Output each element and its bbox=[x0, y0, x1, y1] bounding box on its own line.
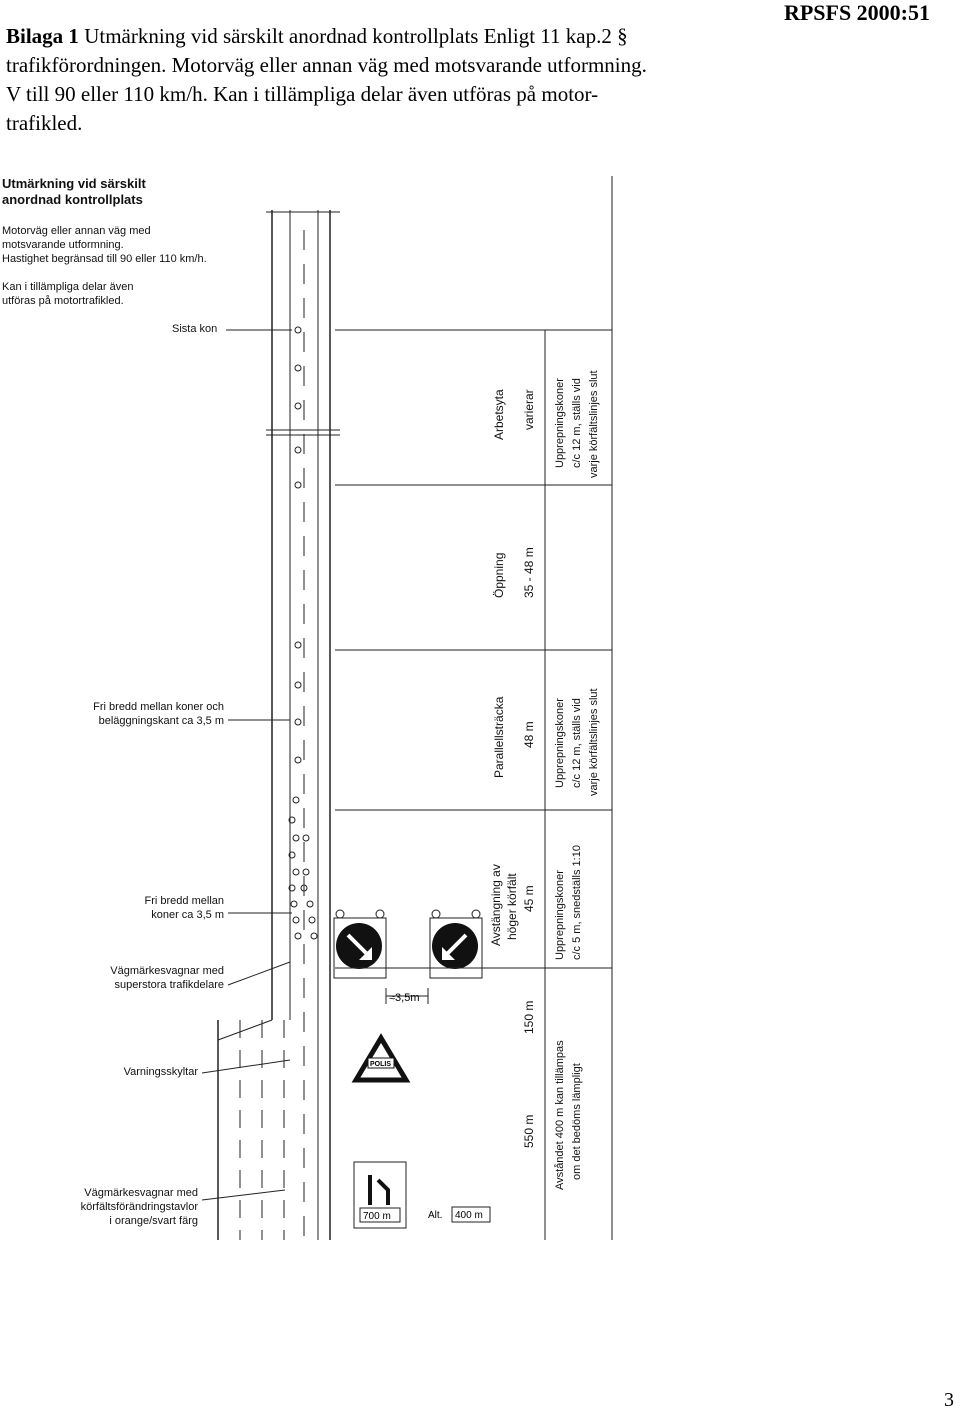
section-oppning: Öppning bbox=[492, 552, 506, 598]
header-line-2: trafikförordningen. Motorväg eller annan väg med motsvarande utformning. bbox=[6, 53, 647, 77]
section-parallell: Parallellsträcka bbox=[492, 696, 506, 778]
header-line-1: Utmärkning vid särskilt anordnad kontrollplats Enligt 11 kap.2 § bbox=[84, 24, 628, 48]
alt-label: Alt. bbox=[428, 1210, 443, 1221]
page-number: 3 bbox=[944, 1389, 954, 1411]
polis-text: POLIS bbox=[370, 1061, 392, 1068]
avstandet-line1: Avståndet 400 m kan tillämpas bbox=[554, 1040, 566, 1190]
header-line-4: trafikled. bbox=[6, 111, 83, 135]
label-fri-bredd-2: Fri bredd mellan koner ca 3,5 m bbox=[144, 895, 224, 921]
diagram-note: Kan i tillämpliga delar även utföras på motortrafikled. bbox=[2, 281, 134, 307]
alt-distance: 400 m bbox=[455, 1210, 483, 1221]
section-avstangning-2: höger körfält bbox=[505, 873, 519, 940]
upprep1-line2: c/c 12 m, ställs vid bbox=[571, 378, 583, 468]
upprep2-line2: c/c 12 m, ställs vid bbox=[571, 698, 583, 788]
label-sista-kon: Sista kon bbox=[172, 323, 218, 335]
upprep3-line1: Upprepningskoner bbox=[554, 870, 566, 960]
width-label: ≈3,5m bbox=[389, 992, 420, 1004]
section-parallell-length: 48 m bbox=[522, 721, 536, 748]
label-vagmarkesvagnar-1: Vägmärkesvagnar med superstora trafikdelare bbox=[110, 965, 224, 991]
label-vagmarkesvagnar-2: Vägmärkesvagnar med körfältsförändringstavlor i orange/svart färg bbox=[80, 1187, 198, 1227]
upprep2-line1: Upprepningskoner bbox=[554, 698, 566, 788]
upprep1-line3: varje körfältslinjes slut bbox=[588, 370, 600, 478]
section-avstangning-1: Avstängning av bbox=[489, 864, 503, 946]
section-oppning-length: 35 - 48 m bbox=[522, 547, 536, 598]
avstandet-line2: om det bedöms lämpligt bbox=[571, 1063, 583, 1180]
lane-change-trailer bbox=[354, 1162, 406, 1228]
section-550m: 550 m bbox=[522, 1114, 536, 1148]
document-id: RPSFS 2000:51 bbox=[783, 0, 930, 25]
section-arbetsyta-length: varierar bbox=[522, 389, 536, 430]
diagram-description: Motorväg eller annan väg med motsvarande utformning. Hastighet begränsad till 90 eller 110 km/h. bbox=[2, 225, 207, 265]
label-fri-bredd-1: Fri bredd mellan koner och beläggningskant ca 3,5 m bbox=[93, 701, 224, 727]
sign-distance: 700 m bbox=[363, 1211, 391, 1222]
diagram-title: Utmärkning vid särskilt anordnad kontrollplats bbox=[2, 176, 146, 207]
upprep3-line2: c/c 5 m, snedställs 1:10 bbox=[571, 845, 583, 960]
header-line-3: V till 90 eller 110 km/h. Kan i tillämpliga delar även utföras på motor- bbox=[6, 82, 599, 106]
label-varningsskyltar: Varningsskyltar bbox=[123, 1066, 198, 1078]
upprep1-line1: Upprepningskoner bbox=[554, 378, 566, 468]
upprep2-line3: varje körfältslinjes slut bbox=[588, 688, 600, 796]
appendix-label: Bilaga 1 bbox=[6, 24, 79, 48]
polis-warning-sign bbox=[356, 1038, 406, 1080]
section-avstangning-length: 45 m bbox=[522, 885, 536, 912]
section-150m: 150 m bbox=[522, 1000, 536, 1034]
section-arbetsyta: Arbetsyta bbox=[492, 389, 506, 440]
